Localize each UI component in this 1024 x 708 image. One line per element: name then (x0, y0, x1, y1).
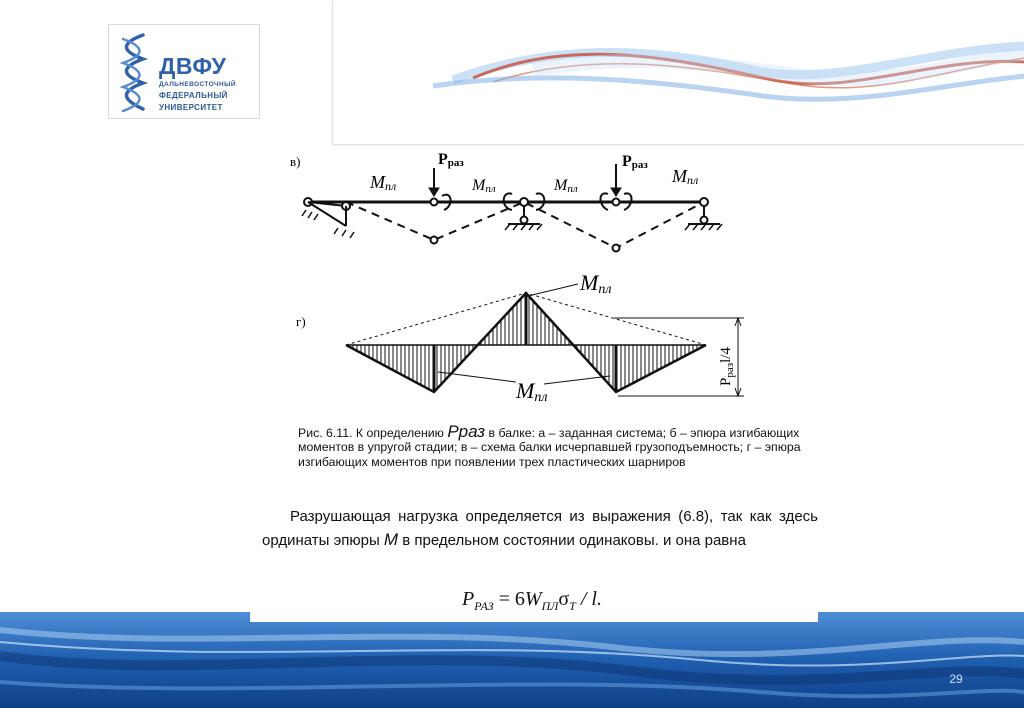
moment-label-bottom: Mпл (516, 378, 548, 405)
university-logo (108, 24, 260, 119)
logo-title: ДВФУ (159, 53, 227, 79)
beam-moment-diagram (288, 140, 758, 410)
hinge-right-icon (700, 198, 708, 206)
logo-subtitle-line-1: ДАЛЬНЕВОСТОЧНЫЙ (159, 81, 236, 88)
header-wave-decoration (332, 0, 1024, 145)
moment-label-3: Mпл (554, 177, 578, 195)
moment-label-4: Mпл (672, 166, 699, 187)
logo-subtitle-line-2: ФЕДЕРАЛЬНЫЙ (159, 91, 228, 100)
label-v: в) (290, 154, 301, 169)
failure-load-formula: $P_{РАЗ} = 6W_{ПЛ}\sigma_T / l$. (462, 588, 602, 613)
moment-label-2: Mпл (472, 177, 496, 195)
figure-caption: Рис. 6.11. К определению Pраз в балке: а – заданная система; б – эпюра изгибающих моментов в упругой стадии; в – схема балки исчерпавшей грузоподъемность; г – эпюра изгибающих моментов при появлении трех пластических шарниров (298, 422, 801, 469)
load-label-1: Pраз (438, 151, 464, 169)
load-label-2: Pраз (622, 153, 648, 171)
beam-scheme (302, 164, 722, 252)
logo-subtitle-line-3: УНИВЕРСИТЕТ (159, 103, 223, 112)
page-number: 29 (949, 672, 963, 686)
hinge-middle-icon (520, 198, 528, 206)
label-g: г) (296, 314, 306, 329)
dimension-label: $P_{раз}l/4$ (718, 347, 736, 386)
moment-diagram (346, 284, 744, 396)
moment-label-top: Mпл (580, 270, 612, 297)
moment-label-1: Mпл (370, 172, 397, 193)
footer-wave-decoration (0, 612, 1024, 708)
dna-helix-logo-icon (113, 29, 157, 115)
body-paragraph: Разрушающая нагрузка определяется из выражения (6.8), так как здесь ординаты эпюры M в предельном состоянии одинаковы. и она равна (262, 508, 818, 549)
